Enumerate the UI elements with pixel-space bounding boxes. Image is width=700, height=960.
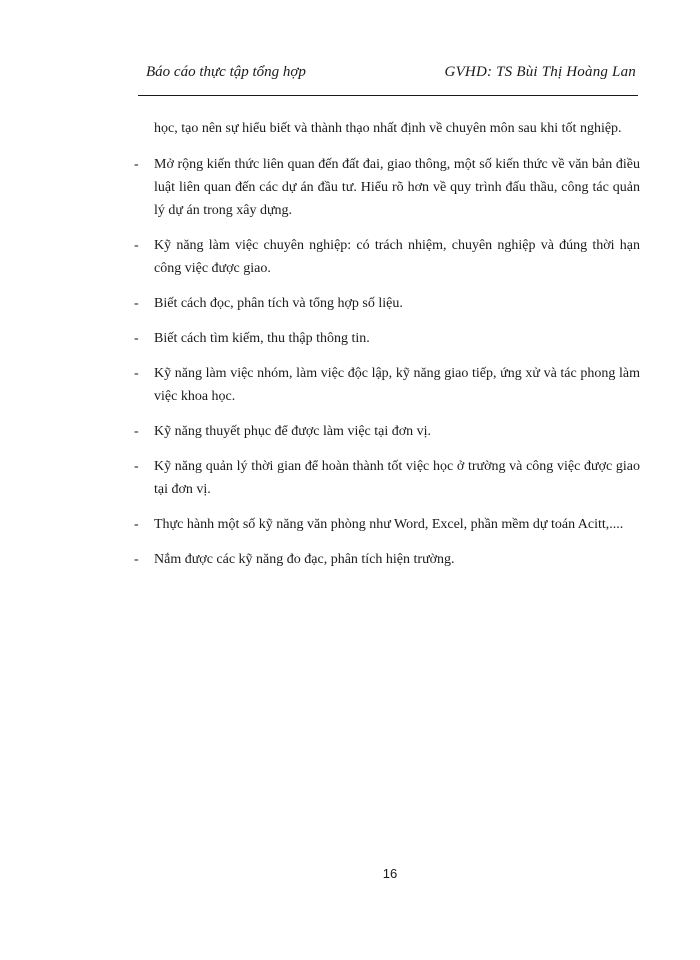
list-item	[132, 513, 640, 536]
list-item-text: Thực hành một số kỹ năng văn phòng như Word, Excel, phần mềm dự toán Acitt,....	[154, 517, 624, 532]
bullet-marker: -	[134, 424, 139, 439]
list-item-text: Kỹ năng quản lý thời gian để hoàn thành tốt việc học ở trường và công việc được giao tại đơn vị.	[154, 459, 640, 497]
bullet-marker: -	[134, 517, 139, 532]
list-item	[132, 234, 640, 280]
list-item-text: Mở rộng kiến thức liên quan đến đất đai, giao thông, một số kiến thức về văn bản điều luật liên quan đến các dự án đầu tư. Hiểu rõ hơn về quy trình đấu thầu, công tác quản lý dự án trong xây dựng.	[154, 157, 640, 218]
list-item	[132, 548, 640, 571]
bullet-marker: -	[134, 238, 139, 253]
bullet-marker: -	[134, 366, 139, 381]
list-item	[132, 153, 640, 222]
list-item-text: Kỹ năng làm việc chuyên nghiệp: có trách nhiệm, chuyên nghiệp và đúng thời hạn công việc được giao.	[154, 238, 640, 276]
list-item-text: Biết cách đọc, phân tích và tổng hợp số liệu.	[154, 296, 403, 311]
list-item-text: Biết cách tìm kiếm, thu thập thông tin.	[154, 331, 370, 346]
bullet-marker: -	[134, 296, 139, 311]
header-report-title: Báo cáo thực tập tổng hợp	[146, 64, 306, 80]
list-item	[132, 327, 640, 350]
list-item-text: Kỹ năng làm việc nhóm, làm việc độc lập, kỹ năng giao tiếp, ứng xử và tác phong làm việc khoa học.	[154, 366, 640, 404]
page-header	[146, 64, 636, 84]
bullet-marker: -	[134, 552, 139, 567]
continuation-paragraph: học, tạo nên sự hiểu biết và thành thạo nhất định về chuyên môn sau khi tốt nghiệp.	[154, 121, 622, 136]
bullet-marker: -	[134, 459, 139, 474]
list-item	[132, 455, 640, 501]
list-item-text: Kỹ năng thuyết phục để được làm việc tại đơn vị.	[154, 424, 432, 439]
list-item	[132, 420, 640, 443]
bullet-marker: -	[134, 157, 139, 172]
page-body	[132, 117, 640, 583]
list-item-text: Nắm được các kỹ năng đo đạc, phân tích hiện trường.	[154, 552, 455, 567]
page-number: 16	[382, 866, 398, 881]
bullet-marker: -	[134, 331, 139, 346]
list-item	[132, 292, 640, 315]
list-item	[132, 362, 640, 408]
header-supervisor: GVHD: TS Bùi Thị Hoàng Lan	[444, 64, 636, 80]
header-divider	[138, 95, 638, 96]
